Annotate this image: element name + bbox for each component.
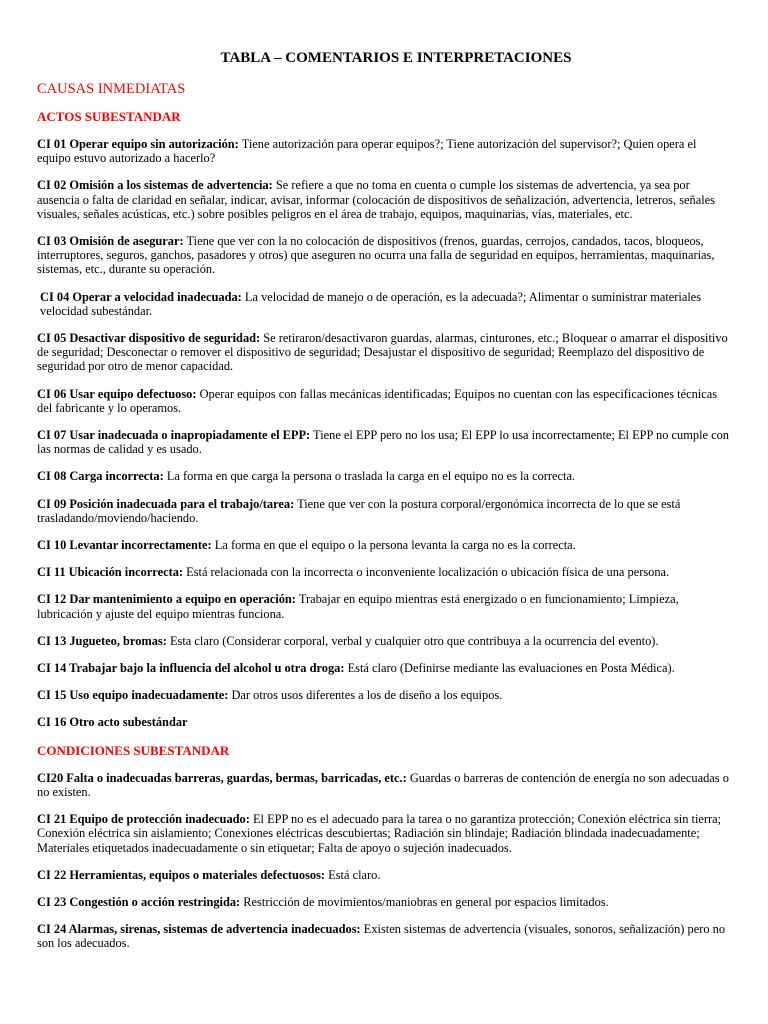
cause-entry <box>37 634 733 648</box>
cause-code-term: CI 02 Omisión a los sistemas de advertencia: <box>37 178 273 193</box>
cause-code-term: CI 13 Jugueteo, bromas: <box>37 633 167 648</box>
cause-code-term: CI 07 Usar inadecuada o inapropiadamente el EPP: <box>37 428 311 443</box>
cause-code-term: CI 16 Otro acto subestándar <box>37 715 188 730</box>
cause-entry <box>37 771 733 799</box>
cause-description: Operar equipos con fallas mecánicas identificadas; Equipos no cuentan con las especificaciones técnicas del fabricante y lo operamos. <box>37 386 718 415</box>
cause-code-term: CI 04 Operar a velocidad inadecuada: <box>40 289 242 304</box>
cause-entry <box>37 387 733 415</box>
cause-code-term: CI 09 Posición inadecuada para el trabajo/tarea: <box>37 496 295 511</box>
cause-groups <box>37 109 733 951</box>
cause-description: Guardas o barreras de contención de energía no son adecuadas o no existen. <box>37 770 729 799</box>
cause-entry <box>37 137 733 165</box>
cause-entry <box>37 331 733 374</box>
cause-entry <box>37 895 733 909</box>
cause-description: La forma en que carga la persona o traslada la carga en el equipo no es la correcta. <box>163 469 576 484</box>
cause-description: Existen sistemas de advertencia (visuales, sonoros, señalización) pero no son los adecuados. <box>37 922 726 951</box>
cause-description: Se retiraron/desactivaron guardas, alarmas, cinturones, etc.; Bloquear o amarrar el dispositivo de seguridad; Desconectar o remover el dispositivo de seguridad; Desajustar el dispositivo de seguridad; Reemplazo del dispositivo de seguridad por otro de menor capacidad. <box>37 331 728 374</box>
cause-entry <box>37 661 733 675</box>
cause-code-term: CI 01 Operar equipo sin autorización: <box>37 137 239 151</box>
group-heading: ACTOS SUBESTANDAR <box>37 109 181 124</box>
cause-entry <box>37 428 733 456</box>
cause-description: Está claro. <box>325 867 381 882</box>
cause-code-term: CI 03 Omisión de asegurar: <box>37 234 184 249</box>
cause-code-term: CI 23 Congestión o acción restringida: <box>37 894 241 909</box>
cause-entry <box>37 812 733 855</box>
cause-code-term: CI 05 Desactivar dispositivo de seguridad: <box>37 331 261 346</box>
cause-description: Esta claro (Considerar corporal, verbal y cualquier otro que contribuya a la ocurrencia del evento). <box>166 633 659 648</box>
cause-description: La velocidad de manejo o de operación, es la adecuada?; Alimentar o suministrar materiales velocidad subestándar. <box>40 289 702 318</box>
cause-description: Restricción de movimientos/maniobras en general por espacios limitados. <box>240 894 609 909</box>
cause-description: Tiene autorización para operar equipos?; Tiene autorización del supervisor?; Quien opera el equipo estuvo autorizado a hacerlo? <box>37 137 697 166</box>
cause-code-term: CI 21 Equipo de protección inadecuado: <box>37 812 250 827</box>
cause-entry <box>37 178 733 221</box>
cause-entry <box>37 565 733 579</box>
cause-entry <box>37 868 733 882</box>
cause-entry <box>37 922 733 950</box>
cause-code-term: CI 06 Usar equipo defectuoso: <box>37 386 197 401</box>
cause-entry <box>37 688 733 702</box>
section-heading-causas-inmediatas: CAUSAS INMEDIATAS <box>37 81 186 97</box>
cause-description: Trabajar en equipo mientras está energizado o en funcionamiento; Limpieza, lubricación y ajuste del equipo mientras funciona. <box>37 592 679 621</box>
cause-code-term: CI 22 Herramientas, equipos o materiales defectuosos: <box>37 867 326 882</box>
cause-description: Tiene que ver con la postura corporal/ergonómica incorrecta de lo que se está trasladando/moviendo/haciendo. <box>37 496 681 525</box>
cause-code-term: CI20 Falta o inadecuadas barreras, guardas, bermas, barricadas, etc.: <box>37 770 407 785</box>
cause-code-term: CI 11 Ubicación incorrecta: <box>37 565 184 580</box>
cause-description: Tiene que ver con la no colocación de dispositivos (frenos, guardas, cerrojos, candados, tacos, bloqueos, interruptores, seguros, ganchos, pasadores y otros) que aseguren no ocurra una falla de seguridad en equipos, herramientas, maquinarias, sistemas, etc., durante su operación. <box>37 234 715 277</box>
document-title: TABLA – COMENTARIOS E INTERPRETACIONES <box>220 50 572 66</box>
cause-description: Se refiere a que no toma en cuenta o cumple los sistemas de advertencia, ya sea por ausencia o falta de claridad en señalar, indicar, avisar, informar (colocación de dispositivos de señalización, advertencia, letreros, señales visuales, señales acústicas, etc.) sobre posibles peligros en el área de trabajo, equipos, maquinarias, vías, materiales, etc. <box>37 178 715 221</box>
cause-description: El EPP no es el adecuado para la tarea o no garantiza protección; Conexión eléctrica sin tierra; Conexión eléctrica sin aislamiento; Conexiones eléctricas descubiertas; Radiación sin blindaje; Radiación blindada inadecuadamente; Materiales etiquetados inadecuadamente o sin etiquetar; Falta de apoyo o sujeción inadecuados. <box>37 812 722 855</box>
cause-description: Tiene el EPP pero no los usa; El EPP lo usa incorrectamente; El EPP no cumple con las normas de calidad y es usado. <box>37 428 730 457</box>
cause-description: Está claro (Definirse mediante las evaluaciones en Posta Médica). <box>344 661 675 676</box>
cause-entry <box>37 592 733 620</box>
group-heading: CONDICIONES SUBESTANDAR <box>37 742 230 758</box>
cause-code-term: CI 12 Dar mantenimiento a equipo en operación: <box>37 592 296 607</box>
cause-description: La forma en que el equipo o la persona levanta la carga no es la correcta. <box>211 538 576 553</box>
cause-description: Dar otros usos diferentes a los de diseño a los equipos. <box>228 688 503 703</box>
cause-code-term: CI 08 Carga incorrecta: <box>37 469 164 484</box>
document-page <box>37 48 733 964</box>
cause-code-term: CI 10 Levantar incorrectamente: <box>37 538 212 553</box>
cause-code-term: CI 15 Uso equipo inadecuadamente: <box>37 688 229 703</box>
cause-code-term: CI 24 Alarmas, sirenas, sistemas de advertencia inadecuados: <box>37 922 361 937</box>
cause-entry <box>37 538 733 552</box>
cause-entry <box>37 290 733 318</box>
cause-entry <box>37 715 733 729</box>
cause-entry <box>37 497 733 525</box>
cause-entry <box>37 469 733 483</box>
cause-code-term: CI 14 Trabajar bajo la influencia del alcohol u otra droga: <box>37 661 345 676</box>
cause-entry <box>37 234 733 277</box>
cause-description: Está relacionada con la incorrecta o inconveniente localización o ubicación física de una persona. <box>183 565 670 580</box>
